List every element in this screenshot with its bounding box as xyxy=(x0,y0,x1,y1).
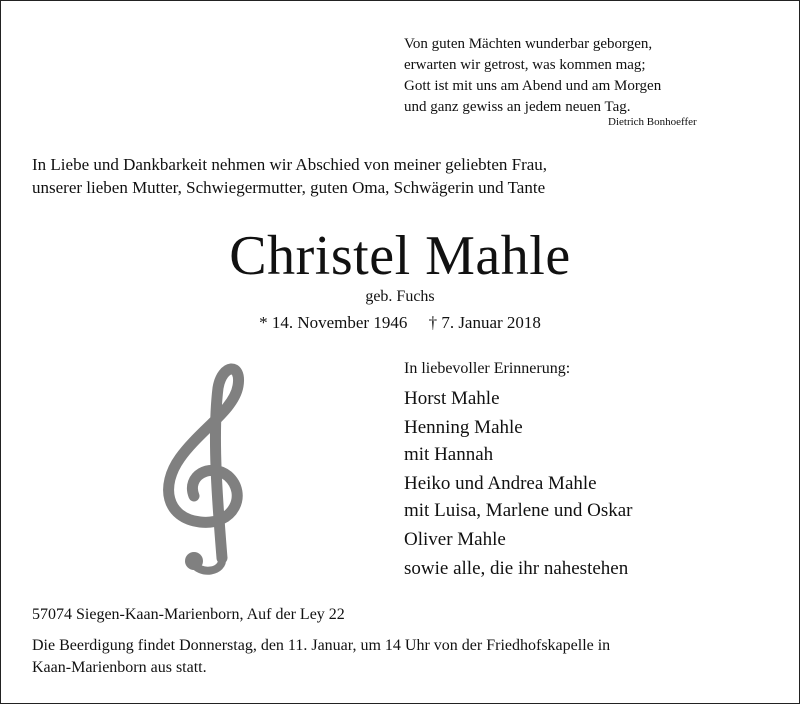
treble-clef-icon xyxy=(150,358,270,578)
poem-line: und ganz gewiss an jedem neuen Tag. xyxy=(404,99,631,115)
poem-line: Gott ist mit uns am Abend und am Morgen xyxy=(404,78,662,94)
maiden-name: geb. Fuchs xyxy=(365,288,435,305)
poem-line: erwarten wir getrost, was kommen mag; xyxy=(404,57,646,73)
funeral-line: Die Beerdigung findet Donnerstag, den 11. Januar, um 14 Uhr von der Friedhofskapelle in xyxy=(32,637,611,654)
mourner-line: mit Luisa, Marlene und Oskar xyxy=(404,500,633,521)
poem-author: Dietrich Bonhoeffer xyxy=(608,116,697,128)
mourner-line: sowie alle, die ihr nahestehen xyxy=(404,558,629,579)
funeral-info xyxy=(32,635,610,679)
mourner-line: Oliver Mahle xyxy=(404,529,506,550)
mourners-list xyxy=(404,357,632,582)
poem xyxy=(404,34,661,118)
life-dates: * 14. November 1946 † 7. Januar 2018 xyxy=(259,313,541,332)
mourner-line: Heiko und Andrea Mahle xyxy=(404,473,597,494)
poem-line: Von guten Mächten wunderbar geborgen, xyxy=(404,36,653,52)
deceased-name: Christel Mahle xyxy=(229,225,571,287)
mourner-line: Henning Mahle xyxy=(404,417,523,438)
intro-text xyxy=(32,153,547,199)
funeral-line: Kaan-Marienborn aus statt. xyxy=(32,659,207,676)
mourners-heading: In liebevoller Erinnerung: xyxy=(404,360,571,377)
family-address: 57074 Siegen-Kaan-Marienborn, Auf der Ley 22 xyxy=(32,606,345,623)
intro-line: unserer lieben Mutter, Schwiegermutter, guten Oma, Schwägerin und Tante xyxy=(32,178,546,197)
intro-line: In Liebe und Dankbarkeit nehmen wir Abschied von meiner geliebten Frau, xyxy=(32,155,548,174)
mourner-line: Horst Mahle xyxy=(404,388,500,409)
mourner-line: mit Hannah xyxy=(404,444,494,465)
